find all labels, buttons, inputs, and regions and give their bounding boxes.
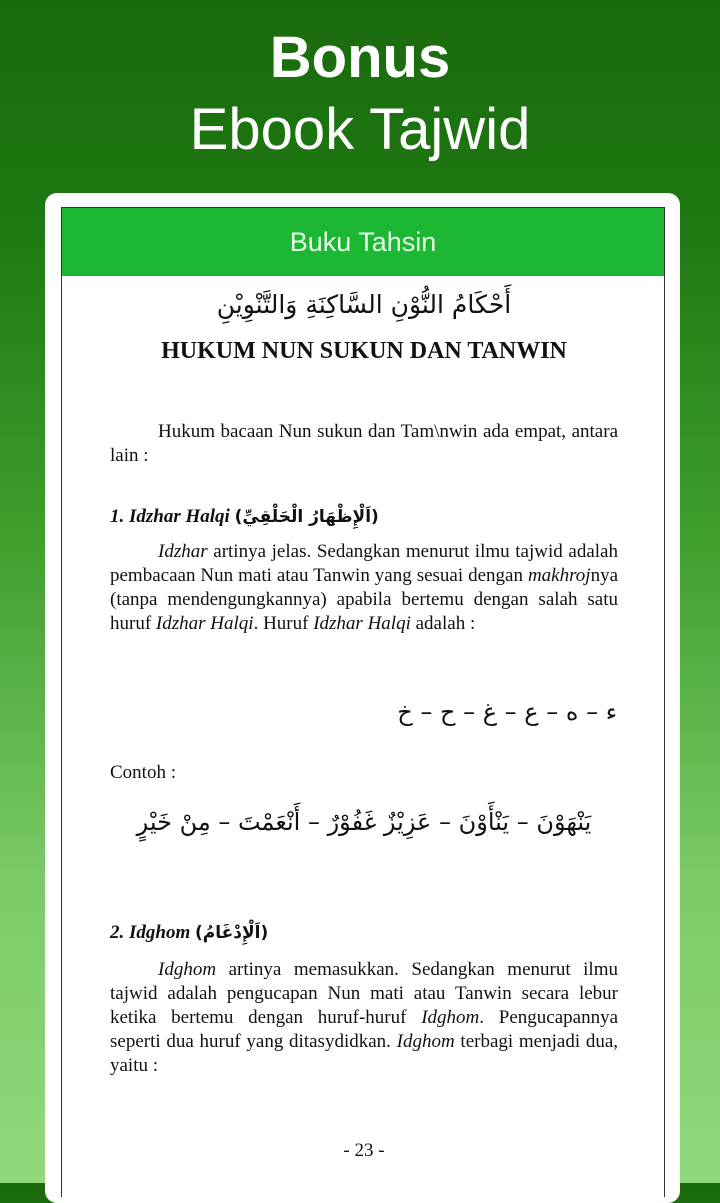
section-2-heading	[110, 922, 618, 944]
app-title: Buku Tahsin	[289, 226, 437, 257]
intro-paragraph: Hukum bacaan Nun sukun dan Tam\nwin ada empat, antara lain :	[110, 421, 618, 466]
ebook-page	[61, 207, 665, 1197]
app-bar	[62, 208, 664, 276]
section-1-arabic: (اَلْإِظْهَارُ الْحَلْقِيِّ)	[234, 507, 379, 527]
section-2-arabic: (اَلْإِدْغَامُ)	[195, 923, 269, 943]
chapter-title: HUKUM NUN SUKUN DAN TANWIN	[161, 338, 567, 364]
section-2-body: Idghom artinya memasukkan. Sedangkan menurut ilmu tajwid adalah pengucapan Nun mati atau Tanwin secara lebur ketika bertemu dengan huruf-huruf Idghom. Pengucapannya seperti dua huruf yang ditasydidkan. Idghom terbagi menjadi dua, yaitu :	[110, 959, 619, 1076]
example-arabic: يَنْهَوْنَ – يَنْأَوْنَ – عَزِيْزٌ غَفُوْرٌ – أَنْعَمْتَ – مِنْ خَيْرٍ	[136, 808, 592, 836]
promo-subtitle: Ebook Tajwid	[189, 97, 531, 162]
page-number: - 23 -	[343, 1140, 385, 1161]
section-1-body: Idzhar artinya jelas. Sedangkan menurut ilmu tajwid adalah pembacaan Nun mati atau Tanwin yang sesuai dengan makhrojnya (tanpa mendengungkannya) apabila bertemu dengan salah satu huruf Idzhar Halqi. Huruf Idzhar Halqi adalah :	[110, 541, 618, 634]
promo-title: Bonus	[269, 25, 451, 90]
section-1-heading	[110, 506, 618, 528]
section-1-title: 1. Idzhar Halqi	[110, 506, 230, 527]
idzhar-letters: ء – ه – ع – غ – ح – خ	[397, 698, 617, 726]
example-label: Contoh :	[110, 762, 176, 783]
section-2-title: 2. Idghom	[110, 922, 191, 943]
arabic-title: أَحْكَامُ النُّوْنِ السَّاكِنَةِ وَالتَّنْوِيْنِ	[216, 290, 512, 319]
